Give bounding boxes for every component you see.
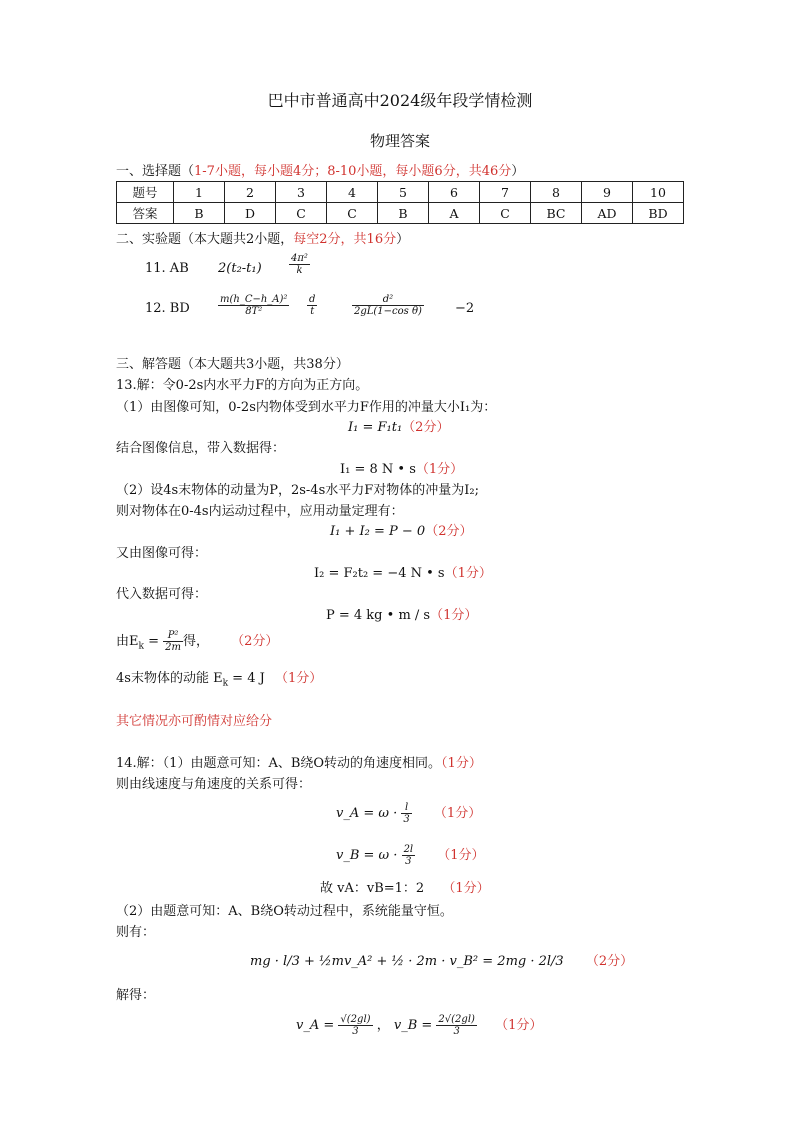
q13-line7: 代入数据可得： [116,587,208,602]
q14-part1 [116,752,482,771]
q14-eq-vb-lhs: v_B = ω · [336,848,398,863]
question-number: 1 [174,182,225,203]
q13-eq1 [348,416,449,435]
answer-cell: C [327,203,378,224]
question-number: 5 [378,182,429,203]
q14-line4: 则有： [116,925,156,940]
q14-sol-b-den: 3 [453,1026,460,1037]
q14-energy-eq-score: （2分） [585,954,634,969]
q13-ek-eq: = [143,634,164,649]
grading-note: 其它情况亦可酌情对应给分 [116,714,273,729]
section1-score-note: 1-7小题，每小题4分；8-10小题，每小题6分，共46分 [194,164,512,179]
question-number: 9 [582,182,633,203]
page-subtitle: 物理答案 [369,132,430,150]
q14-eq-va-score: （1分） [433,806,482,821]
answer-cell: D [225,203,276,224]
q11-answer-3-den: k [296,265,303,276]
answer-cell: B [174,203,225,224]
q13-ek-prefix: 由E [116,634,139,649]
q14-part1-text: 14.解：（1）由题意可知：A、B绕O转动的角速度相同。 [116,756,442,771]
q11-answer-2: 2(t₂-t₁) [218,261,262,276]
q13-eq4-score: （1分） [444,566,492,581]
q13-final [116,667,322,689]
q13-eq2 [340,458,463,477]
q14-sol-a-num: √(2gl) [340,1014,371,1025]
section3-heading: 三、解答题（本大题共3小题，共38分） [116,357,349,372]
answer-cell: BC [531,203,582,224]
q13-eq3-score: （2分） [425,524,473,539]
section2-heading [116,228,409,247]
answer-cell: C [480,203,531,224]
section2-heading-close: ） [396,232,410,247]
q14-eq-vb [336,844,485,867]
q13-eq3 [330,520,472,539]
section2-heading-text: 二、实验题（本大题共2小题， [116,232,294,247]
answer-table [116,181,684,224]
q12-answer-2-num: m(h_C−h_A)² [220,294,288,305]
q12-answer-3 [307,294,317,317]
q14-sol-a-lhs: v_A = [296,1018,335,1033]
q14-sol-b-num: 2√(2gl) [438,1014,475,1025]
question-number: 10 [633,182,684,203]
q13-line3: 结合图像信息，带入数据得： [116,441,286,456]
answer-cell: AD [582,203,633,224]
question-number: 2 [225,182,276,203]
q13-eq4 [314,562,492,581]
q13-ek-den: 2m [165,642,181,653]
q14-energy-eq [250,950,633,969]
q13-ek-sub: k [138,641,144,652]
q13-eq1-score: （2分） [402,420,450,435]
answer-cell: B [378,203,429,224]
question-number: 4 [327,182,378,203]
q12-answer-3-den: t [310,306,315,317]
q14-solution [296,1014,542,1037]
q13-eq5-text: P = 4 kg • m / s [326,608,431,623]
answer-cell: C [276,203,327,224]
answer-table-answer-row [117,203,684,224]
q14-part1-score: （1分） [441,756,482,771]
q13-final-sub: k [222,678,229,689]
q12-answer-5: −2 [455,301,475,316]
q12-answer-2-den: 8T² [245,306,263,317]
q13-eq4-text: I₂ = F₂t₂ = −4 N • s [314,566,445,581]
answer-cell: A [429,203,480,224]
q14-ratio [320,877,490,896]
q13-eq5-score: （1分） [430,608,478,623]
q14-sol-sep: ， [376,1018,390,1033]
q14-eq-va-num: l [401,802,411,814]
q12-answer-3-num: d [309,294,316,305]
q14-ratio-score: （1分） [442,881,490,896]
q14-eq-va-den: 3 [403,814,410,825]
q13-ek-num: P² [163,630,183,642]
q13-part2: （2）设4s末物体的动量为P，2s-4s水平力F对物体的冲量为I₂; [116,483,479,498]
q14-part2: （2）由题意可知：A、B绕O转动过程中，系统能量守恒。 [116,904,453,919]
question-number: 6 [429,182,480,203]
q14-sol-b-lhs: v_B = [393,1018,433,1033]
q13-eq3-text: I₁ + I₂ = P − 0 [330,524,426,539]
q12-answer-2 [218,294,289,317]
q14-eq-vb-score: （1分） [437,848,485,863]
question-number: 7 [480,182,531,203]
q14-line2: 则由线速度与角速度的关系可得： [116,777,312,792]
section1-heading-close: ） [511,164,525,179]
q13-ek-post: 得， [183,634,210,649]
q13-eq2-score: （1分） [415,462,464,477]
q13-final-text: 4s末物体的动能 E [116,671,223,686]
q13-line6: 又由图像可得： [116,546,208,561]
q13-eq5 [326,604,477,623]
section2-score-note: 每空2分，共16分 [293,232,397,247]
q14-ratio-text: 故 vA：vB=1：2 [320,881,425,896]
answer-cell: BD [633,203,684,224]
table-row-label: 答案 [117,203,174,224]
q13-part1: （1）由图像可知，0-2s内物体受到水平力F作用的冲量大小I₁为： [116,400,497,415]
q12-answer-4-den: 2gL(1−cos θ) [354,306,422,317]
q13-line5: 则对物体在0-4s内运动过程中，应用动量定理有： [116,504,404,519]
q14-eq-va [336,802,481,825]
q14-sol-score: （1分） [495,1018,543,1033]
q12-answer-4 [352,294,424,317]
q13-final-val: = 4 J [228,671,265,686]
q13-final-score: （1分） [274,671,323,686]
question-number: 8 [531,182,582,203]
answer-table-number-row [117,182,684,203]
q14-sol-a-den: 3 [352,1026,359,1037]
q14-eq-va-lhs: v_A = ω · [336,806,398,821]
page-title: 巴中市普通高中2024级年段学情检测 [267,91,533,110]
q14-eq-vb-den: 3 [405,856,412,867]
q13-eq2-text: I₁ = 8 N • s [340,462,416,477]
q13-eq1-text: I₁ = F₁t₁ [348,420,403,435]
q13-kinetic-line [116,630,278,653]
q12-label: 12. BD [145,301,190,316]
q14-eq-vb-num: 2l [403,844,414,855]
q11-answer-3 [289,253,310,276]
q11-answer-3-num: 4π² [291,253,308,264]
q14-energy-eq-text: mg · l/3 + ½mv_A² + ½ · 2m · v_B² = 2mg · 2l/3 [250,954,564,969]
section1-heading-text: 一、选择题（ [116,164,195,179]
q13-intro: 13.解：令0-2s内水平力F的方向为正方向。 [116,378,369,393]
q12-answer-4-num: d² [352,294,424,306]
table-row-label: 题号 [117,182,174,203]
q11-label: 11. AB [145,261,189,276]
question-number: 3 [276,182,327,203]
q14-line5: 解得： [116,988,156,1003]
q13-ek-score: （2分） [231,634,279,649]
section1-heading [116,160,524,179]
